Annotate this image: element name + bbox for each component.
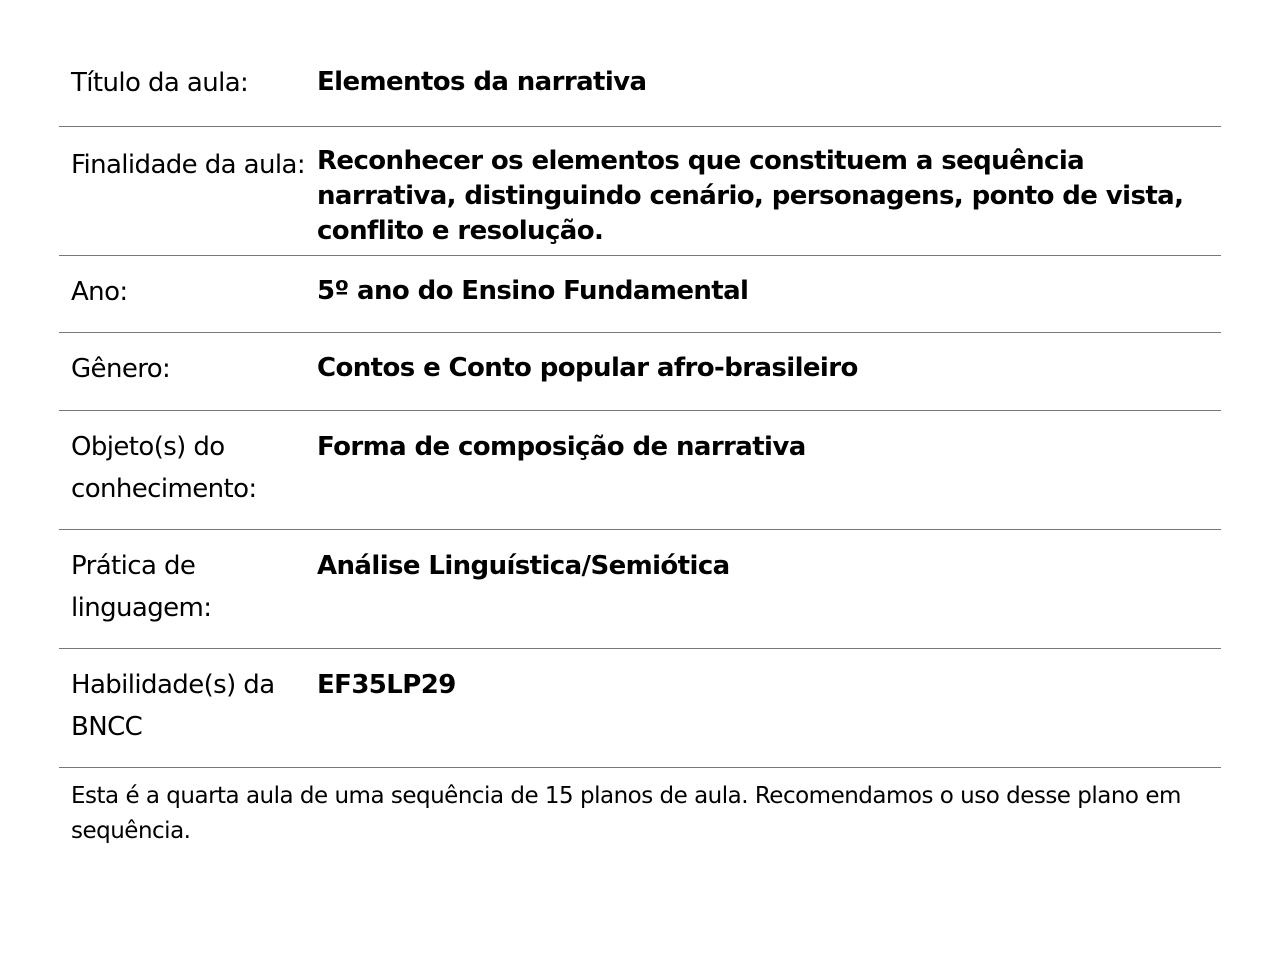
row-label-genero: Gênero:	[71, 354, 171, 384]
table-row-habilidade	[59, 649, 1221, 768]
row-label-habilidade: Habilidade(s) da BNCC	[71, 670, 275, 742]
table-row-finalidade	[59, 127, 1221, 256]
table-row-objeto	[59, 411, 1221, 530]
row-label-pratica: Prática de linguagem:	[71, 551, 212, 623]
row-value-titulo: Elementos da narrativa	[317, 67, 647, 97]
row-label-objeto: Objeto(s) do conhecimento:	[71, 432, 257, 504]
row-label-finalidade: Finalidade da aula:	[71, 150, 305, 180]
lesson-info-table	[59, 40, 1221, 849]
row-value-ano: 5º ano do Ensino Fundamental	[317, 276, 749, 306]
table-row-pratica	[59, 530, 1221, 649]
row-value-habilidade: EF35LP29	[317, 670, 456, 700]
row-label-ano: Ano:	[71, 277, 128, 307]
row-value-pratica: Análise Linguística/Semiótica	[317, 551, 730, 581]
row-value-objeto: Forma de composição de narrativa	[317, 432, 806, 462]
row-label-titulo: Título da aula:	[71, 68, 249, 98]
table-row-genero	[59, 333, 1221, 411]
table-row-titulo	[59, 40, 1221, 127]
sequence-note: Esta é a quarta aula de uma sequência de 15 planos de aula. Recomendamos o uso desse plano em sequência.	[71, 783, 1181, 844]
row-value-finalidade: Reconhecer os elementos que constituem a sequência narrativa, distinguindo cenário, personagens, ponto de vista, conflito e resolução.	[317, 146, 1184, 246]
row-value-genero: Contos e Conto popular afro-brasileiro	[317, 353, 858, 383]
table-row-ano	[59, 256, 1221, 333]
